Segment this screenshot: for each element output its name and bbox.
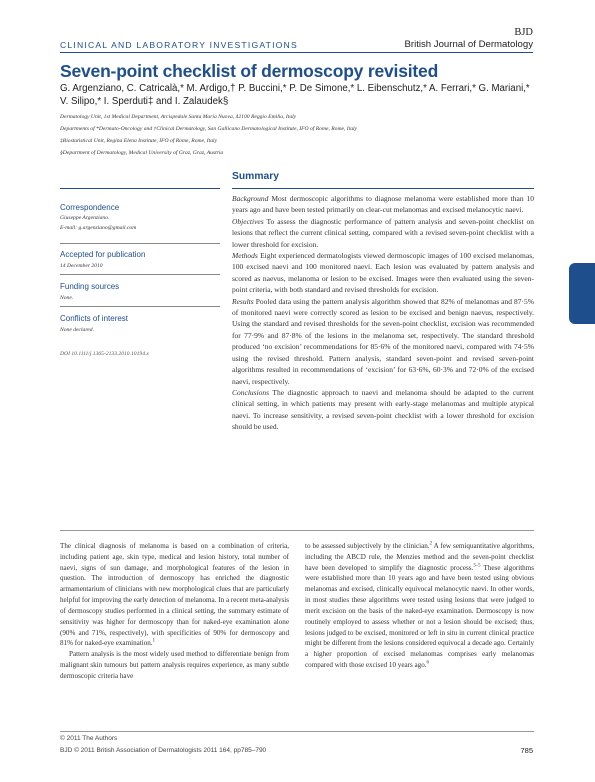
article-title: Seven-point checklist of dermoscopy revisited <box>60 61 439 81</box>
body-text: The clinical diagnosis of melanoma is based on a combination of criteria, including patient age, skin type, medical and lesion history, total number of naevi, signs of sun damage, and morphological features of the lesion in question. The introduction of dermoscopy has enriched the diagnostic armamentarium of clinicians with new morphological clues that are particularly helpful for improving the early detection of melanoma. In a recent meta-analysis of dermoscopy studies performed in a clinical setting, the summary estimate of sensitivity was higher for dermoscopy than for naked-eye examination alone (90% and 71%, respectively), with specificities of 90% for dermoscopy and 81% for naked-eye examination. <box>60 542 289 648</box>
affiliation-4: §Department of Dermatology, Medical University of Graz, Graz, Austria <box>60 150 224 156</box>
background-label: Background <box>232 194 269 203</box>
abstract-conclusions <box>232 387 534 433</box>
abstract-background <box>232 193 534 216</box>
objectives-label: Objectives <box>232 216 264 226</box>
affiliation-3: ‡Biostatistical Unit, Regina Elena Institute, IFO of Rome, Rome, Italy <box>60 138 218 144</box>
body-paragraph: Pattern analysis is the most widely used method to differentiate benign from malignant skin tumours but pattern analysis requires experience, as many subtle dermoscopic criteria have <box>60 650 289 680</box>
body-rule <box>60 530 534 531</box>
footer-rule <box>60 731 534 732</box>
conclusions-text: The diagnostic approach to naevi and melanoma should be adapted to the current clinical setting, in which patients may present with early-stage melanomas and multiple atypical naevi. To increase sensitivity, a revised seven-point checklist with a lower threshold for excision should be used. <box>232 387 534 432</box>
citation-ref[interactable]: 3–5 <box>473 563 481 569</box>
sidebar-divider <box>60 274 220 275</box>
author-line-1: G. Argenziano, C. Catricalà,* M. Ardigo,† P. Buccini,* P. De Simone,* L. Eibenschutz,* A. Ferrari,* G. Mariani,* <box>60 83 530 94</box>
funding-text: None. <box>60 295 74 301</box>
sidebar-divider <box>60 306 220 307</box>
accepted-date: 14 December 2010 <box>60 263 103 269</box>
abstract <box>232 193 534 433</box>
body-text: to be assessed subjectively by the clinician. <box>305 542 430 550</box>
body-column-right <box>305 541 534 671</box>
citation-ref[interactable]: 1 <box>152 638 155 644</box>
conflicts-heading: Conflicts of interest <box>60 314 129 323</box>
citation-ref[interactable]: 2 <box>429 541 432 547</box>
body-column-left <box>60 541 289 682</box>
body-paragraph <box>60 541 289 649</box>
section-label: CLINICAL AND LABORATORY INVESTIGATIONS <box>60 40 298 50</box>
citation-ref[interactable]: 6 <box>426 660 429 666</box>
methods-text: Eight experienced dermatologists viewed dermoscopic images of 100 excised melanomas, 100 excised naevi and 100 monitored naevi. Each lesion was evaluated by pattern analysis and scored as naevus, melanoma or lesion to be excised. Images were then evaluated using the seven-point criteria, with both standard and revised thresholds for excision. <box>232 251 534 295</box>
affiliation-1: Dermatology Unit, 1st Medical Department, Arcispedale Santa Maria Nuova, 42100 Reggio Emilia, Italy <box>60 114 297 120</box>
body-text: A few semiquantitative algorithms, including the ABCD rule, the Menzies method and the seven-point checklist have been developed to simplify the diagnostic process. <box>305 542 534 572</box>
objectives-text: To assess the diagnostic performance of pattern analysis and seven-point checklist on lesions that reflect the current clinical setting, compared with a revised seven-point checklist with a lower threshold for excision. <box>232 216 534 249</box>
accepted-heading: Accepted for publication <box>60 250 146 259</box>
correspondence-name: Giuseppe Argenziano. <box>60 215 110 221</box>
journal-name: British Journal of Dermatology <box>404 39 533 50</box>
correspondence-email[interactable]: E-mail: g.argenziano@gmail.com <box>60 225 137 231</box>
results-text: Pooled data using the pattern analysis algorithm showed that 82% of melanomas and 87·5% of monitored naevi were correctly scored as lesion to be excised and benign naevus, respectively. Using the standard and revised thresholds for the seven-point checklist, excision was recommended for 77·9% and 87·8% of the lesions in the melanoma set, respectively. The standard threshold produced ‘no excision’ recommendations for 85·6% of the monitored naevi, compared with 74·5% using the revised threshold. Pattern analysis, standard seven-point and revised seven-point algorithms resulted in recommendations of ‘excision’ for 63·6%, 60·3% and 72·0% of the excised naevi, respectively. <box>232 296 535 386</box>
funding-heading: Funding sources <box>60 282 120 291</box>
background-text: Most dermoscopic algorithms to diagnose melanoma were established more than 10 years ago and have been tested primarily on clear-cut melanomas and excised melanocytic naevi. <box>232 194 535 215</box>
summary-heading: Summary <box>232 171 279 182</box>
conflicts-text: None declared. <box>60 327 94 333</box>
summary-rule <box>232 188 534 189</box>
journal-abbreviation: BJD <box>514 27 533 38</box>
sidebar-rule <box>60 188 220 189</box>
copyright-authors: © 2011 The Authors <box>60 735 118 742</box>
copyright-journal: BJD © 2011 British Association of Dermatologists 2011 164, pp785–790 <box>60 747 267 754</box>
author-list <box>60 82 540 108</box>
header-rule <box>60 52 533 53</box>
correspondence-heading: Correspondence <box>60 203 120 212</box>
conclusions-label: Conclusions <box>232 387 270 397</box>
author-line-2: V. Silipo,* I. Sperduti‡ and I. Zalaudek§ <box>60 96 229 107</box>
abstract-objectives <box>232 216 534 250</box>
methods-label: Methods <box>232 251 258 261</box>
affiliation-2: Departments of *Dermato-Oncology and †Clinical Dermatology, San Gallicano Dermatological Institute, IFO of Rome, Rome, Italy <box>60 126 358 132</box>
body-text: These algorithms were established more than 10 years ago and have been tested using obvious melanomas and excised, clinically equivocal melanocytic naevi. In other words, in most studies these algorithms were tested using lesions that were judged to merit excision on the basis of the naked-eye examination. Dermoscopy is now routinely employed to assess whether or not a lesion should be excised; thus, lesions judged to be excised, monitored or left in situ in current clinical practice might be different from the lesions considered equivocal a decade ago. Certainly a higher proportion of excised melanomas comprises early melanomas compared with those excised 10 years ago. <box>305 563 534 669</box>
abstract-results <box>232 296 534 387</box>
section-bookmark-tab <box>569 263 595 324</box>
doi[interactable]: DOI 10.1111/j.1365-2133.2010.10194.x <box>60 351 149 357</box>
abstract-methods <box>232 250 534 296</box>
body-paragraph <box>305 541 534 671</box>
page-number: 785 <box>520 746 533 755</box>
sidebar-divider <box>60 243 220 244</box>
results-label: Results <box>232 296 254 306</box>
